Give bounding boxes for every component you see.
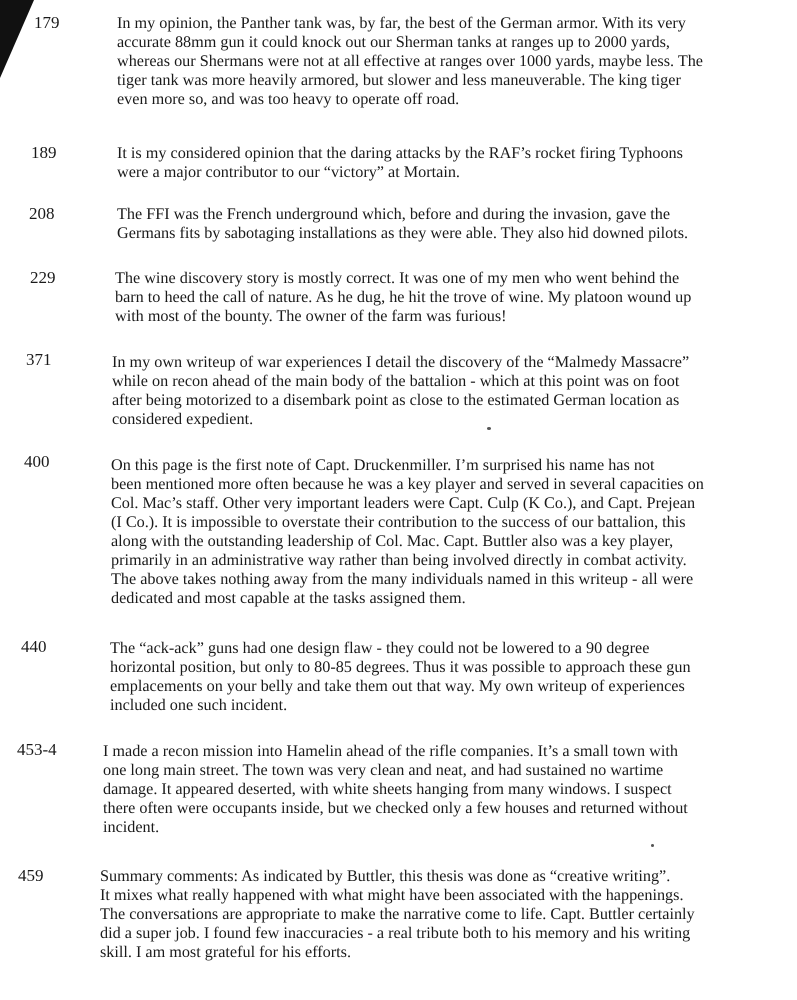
note-text: I made a recon mission into Hamelin ahead of the rifle companies. It’s a small town with one long main street. The town was very clean and neat, and had sustained no wartime damage. It appeared deserted, with white sheets hanging from many windows. I suspect there often were occupants inside, but we checked only a few houses and returned without incident. — [103, 742, 688, 836]
page-number: 459 — [18, 866, 44, 885]
page-number: 189 — [31, 143, 57, 162]
page-number: 453-4 — [17, 740, 57, 759]
page-number: 229 — [30, 268, 56, 287]
page-number: 440 — [21, 637, 47, 656]
page-number: 371 — [26, 350, 52, 369]
page-number: 400 — [24, 452, 50, 471]
scan-speck — [487, 427, 491, 430]
scan-speck — [651, 844, 654, 847]
note-text: Summary comments: As indicated by Buttler, this thesis was done as “creative writing”. It mixes what really happened with what might have been associated with the happenings. The conversations are appropriate to make the narrative come to life. Capt. Buttler certainly did a super job. I found few inaccuracies - a real tribute both to his memory and his writing skill. I am most grateful for his efforts. — [100, 867, 695, 961]
page-number: 179 — [34, 13, 60, 32]
note-text: It is my considered opinion that the daring attacks by the RAF’s rocket firing Typhoons were a major contributor to our “victory” at Mortain. — [117, 144, 683, 181]
scan-shadow-corner — [0, 0, 34, 78]
note-text: The wine discovery story is mostly correct. It was one of my men who went behind the barn to heed the call of nature. As he dug, he hit the trove of wine. My platoon wound up with most of the bounty. The owner of the farm was furious! — [115, 269, 692, 325]
note-text: In my own writeup of war experiences I detail the discovery of the “Malmedy Massacre” while on recon ahead of the main body of the battalion - which at this point was on foot after being motorized to a disembark point as close to the estimated German location as considered expedient. — [112, 353, 690, 428]
note-text: On this page is the first note of Capt. Druckenmiller. I’m surprised his name has not been mentioned more often because he was a key player and served in several capacities on Col. Mac’s staff. Other very important leaders were Capt. Culp (K Co.), and Capt. Prejean (I Co.). It is impossible to overstate their contribution to the success of our battalion, this along with the outstanding leadership of Col. Mac. Capt. Buttler also was a key player, primarily in an administrative way rather than being involved directly in combat activity. The above takes nothing away from the many individuals named in this writeup - all were dedicated and most capable at the tasks assigned them. — [111, 456, 704, 607]
note-text: The “ack-ack” guns had one design flaw - they could not be lowered to a 90 degree horizontal position, but only to 80-85 degrees. Thus it was possible to approach these gun emplacements on your belly and take them out that way. My own writeup of experiences included one such incident. — [110, 639, 691, 714]
note-text: In my opinion, the Panther tank was, by far, the best of the German armor. With its very accurate 88mm gun it could knock out our Sherman tanks at ranges up to 2000 yards, whereas our Shermans were not at all effective at ranges over 1000 yards, maybe less. The tiger tank was more heavily armored, but slower and less maneuverable. The king tiger even more so, and was too heavy to operate off road. — [117, 14, 703, 108]
note-text: The FFI was the French underground which, before and during the invasion, gave the Germans fits by sabotaging installations as they were able. They also hid downed pilots. — [117, 205, 689, 242]
page-number: 208 — [29, 204, 55, 223]
